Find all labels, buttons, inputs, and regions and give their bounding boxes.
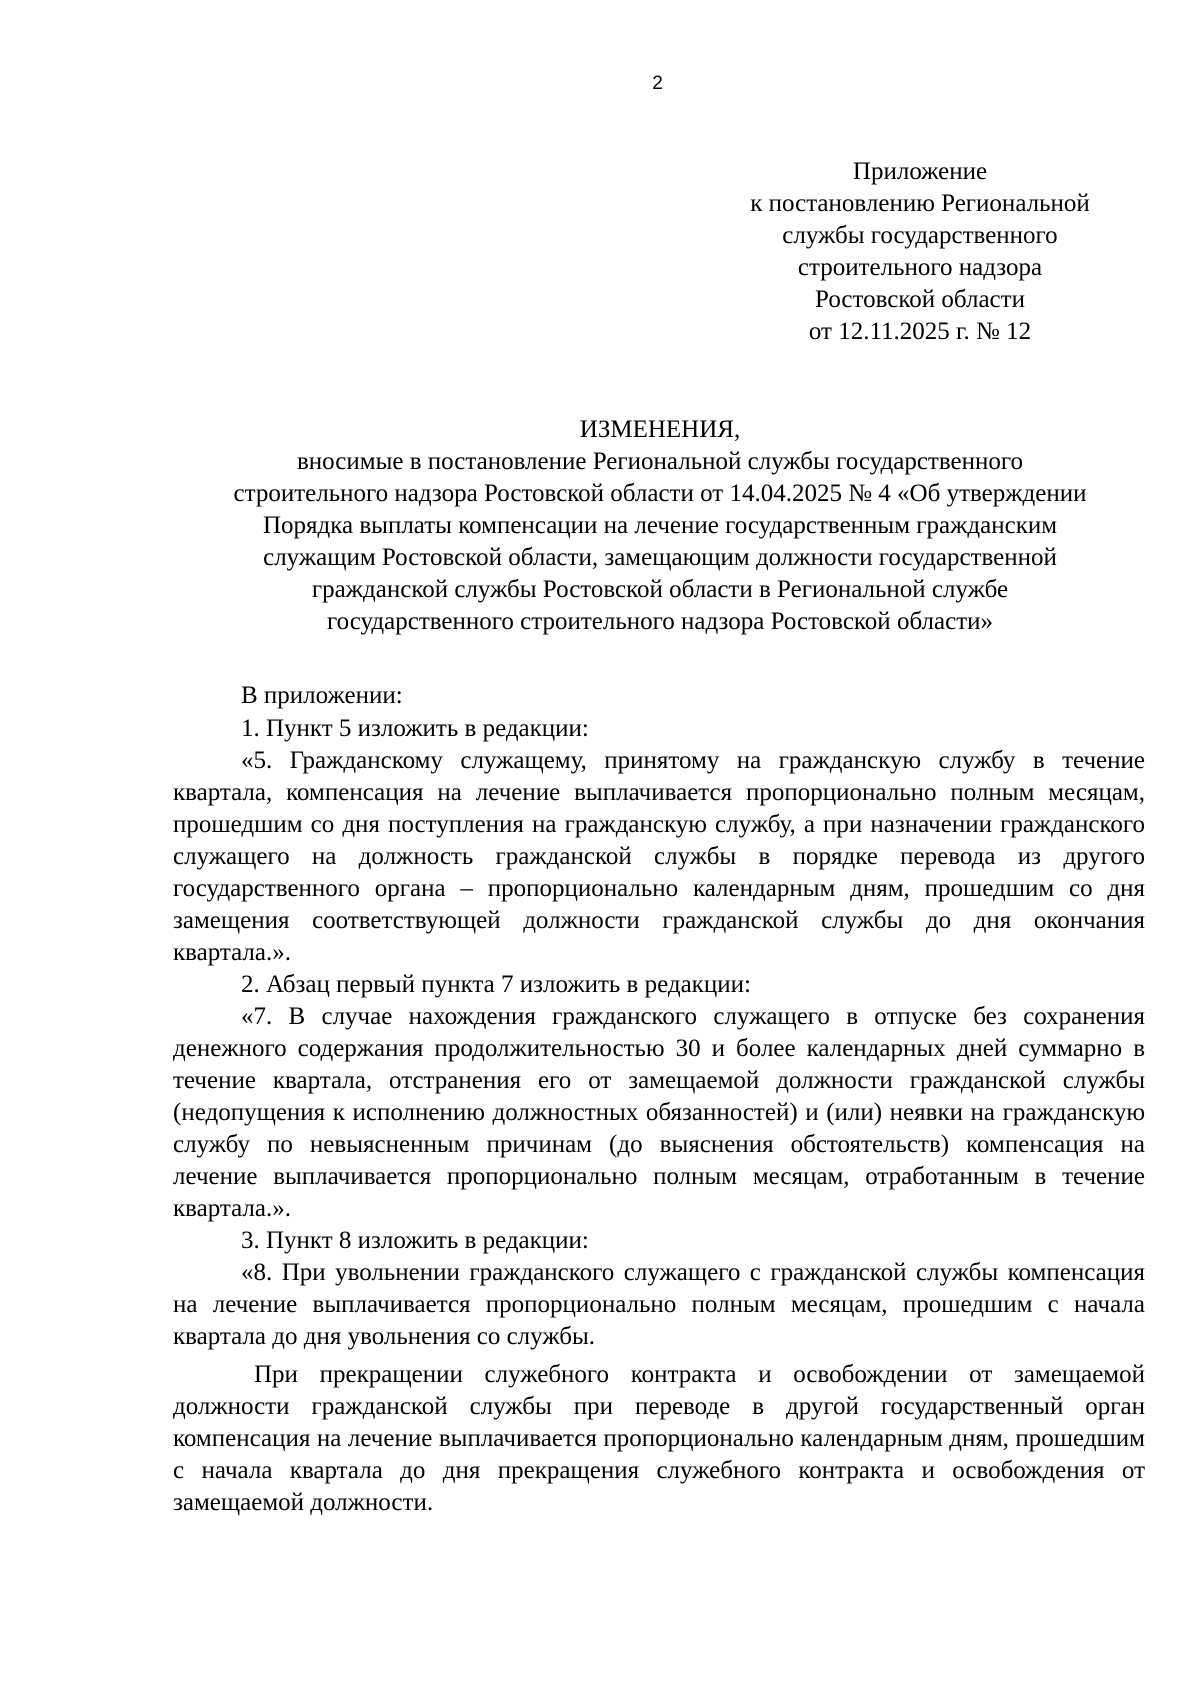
appendix-line: строительного надзора: [797, 254, 1043, 281]
document-body: [173, 680, 1145, 1519]
appendix-line: Приложение: [852, 158, 988, 185]
heading-line: служащим Ростовской области, замещающим должности государственной: [263, 544, 1057, 571]
item-3-text: «8. При увольнении гражданского служащего с гражданской службы компенсация на лечение выплачивается пропорционально полным месяцам, прошедшим с начала квартала до дня увольнения со службы.: [173, 1259, 1145, 1350]
heading-line: вносимые в постановление Региональной службы государственного: [296, 448, 1023, 475]
heading-line: гражданской службы Ростовской области в Региональной службе: [311, 576, 1009, 603]
heading-line: строительного надзора Ростовской области от 14.04.2025 № 4 «Об утверждении: [233, 480, 1087, 507]
appendix-line: службы государственного: [782, 222, 1058, 249]
appendix-line: Ростовской области: [815, 286, 1025, 313]
item-1-text: «5. Гражданскому служащему, принятому на гражданскую службу в течение квартала, компенсация на лечение выплачивается пропорционально полным месяцам, прошедшим со дня поступления на гражданскую службу, а при назначении гражданского служащего на должность гражданской службы в порядке перевода из другого государственного органа – пропорционально календарным дням, прошедшим со дня замещения соответствующей должности гражданской службы до дня окончания квартала.».: [173, 747, 1145, 966]
document-heading: [160, 414, 1160, 638]
heading-title: ИЗМЕНЕНИЯ,: [579, 416, 741, 443]
item-2-text: «7. В случае нахождения гражданского служащего в отпуске без сохранения денежного содержания продолжительностью 30 и более календарных дней суммарно в течение квартала, отстранения его от замещаемой должности гражданской службы (недопущения к исполнению должностных обязанностей) и (или) неявки на гражданскую службу по невыясненным причинам (до выяснения обстоятельств) компенсация на лечение выплачивается пропорционально полным месяцам, отработанным в течение квартала.».: [173, 1003, 1145, 1222]
heading-line: Порядка выплаты компенсации на лечение государственным гражданским: [262, 512, 1058, 539]
item-1-title: 1. Пункт 5 изложить в редакции:: [241, 715, 589, 742]
appendix-line: к постановлению Региональной: [750, 190, 1090, 217]
appendix-header: [720, 156, 1120, 348]
page-number: 2: [652, 73, 663, 94]
item-3-paragraph-2: При прекращении служебного контракта и освобождении от замещаемой должности гражданской службы при переводе в другой государственный орган компенсация на лечение выплачивается пропорционально календарным дням, прошедшим с начала квартала до дня прекращения служебного контракта и освобождения от замещаемой должности.: [173, 1361, 1145, 1516]
heading-line: государственного строительного надзора Ростовской области»: [326, 608, 994, 635]
body-intro: В приложении:: [241, 682, 403, 709]
item-2-title: 2. Абзац первый пункта 7 изложить в редакции:: [241, 971, 751, 998]
item-3-title: 3. Пункт 8 изложить в редакции:: [241, 1227, 589, 1254]
appendix-date-line: от 12.11.2025 г. № 12: [808, 318, 1032, 345]
